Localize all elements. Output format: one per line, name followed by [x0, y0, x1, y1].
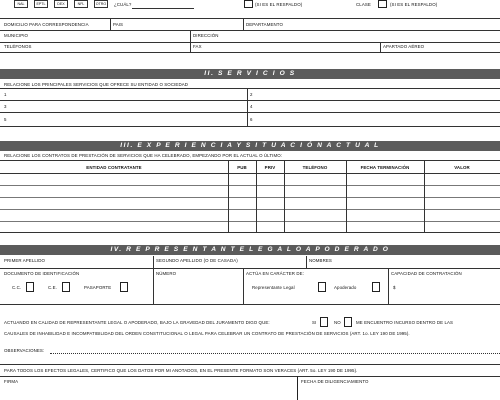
col-divider — [424, 160, 425, 232]
col-divider — [306, 256, 307, 268]
col-divider — [153, 268, 154, 304]
row-divider — [0, 173, 500, 174]
row-divider — [0, 364, 500, 365]
pais-label: PAIS — [113, 22, 124, 27]
primer-apellido-label: PRIMER APELLIDO — [4, 258, 46, 263]
observaciones-label: OBSERVACIONES: — [4, 348, 45, 353]
no-checkbox[interactable] — [344, 317, 352, 327]
direccion-label: DIRECCIÓN — [193, 33, 219, 38]
municipio-label: MUNICIPIO — [4, 33, 29, 38]
representante-header: IV. R E P R E S E N T A N T E L E G A L O A P O D E R A D O — [0, 245, 500, 255]
fecha-field[interactable] — [298, 376, 500, 400]
contracts-table — [0, 160, 500, 232]
col-header-priv: PRIV — [264, 165, 276, 170]
row-divider — [0, 232, 500, 233]
si-checkbox[interactable] — [320, 317, 328, 327]
top-strip — [0, 0, 500, 19]
col-divider — [256, 160, 257, 232]
row-divider — [0, 126, 500, 127]
servicio-item-6: 6 — [250, 117, 253, 122]
cual-line[interactable] — [132, 8, 194, 9]
rep-legal-checkbox[interactable] — [318, 282, 326, 292]
row-divider — [0, 52, 500, 53]
table-row[interactable] — [0, 185, 500, 186]
departamento-label: DEPARTAMENTO — [246, 22, 283, 27]
row-divider — [0, 88, 500, 89]
servicio-item-5: 5 — [4, 117, 7, 122]
col-divider — [380, 42, 381, 52]
row-divider — [0, 304, 500, 305]
clase-label: CLASE — [356, 2, 371, 7]
experiencia-header: III. E X P E R I E N C I A Y S I T U A C I Ó N A C T U A L — [0, 141, 500, 151]
col-header-fecha: FECHA TERMINACIÓN — [360, 165, 410, 170]
col-divider — [153, 256, 154, 268]
rep-legal-label: Representante Legal — [252, 285, 295, 290]
doc-ident-label: DOCUMENTO DE IDENTIFICACIÓN — [4, 271, 80, 276]
servicio-item-1: 1 — [4, 92, 7, 97]
servicios-instruction: RELACIONE LOS PRINCIPALES SERVICIOS QUE OFRECE SU ENTIDAD O SOCIEDAD — [4, 82, 189, 87]
table-row[interactable] — [0, 221, 500, 222]
servicio-item-4: 4 — [250, 104, 253, 109]
apoderado-checkbox[interactable] — [372, 282, 380, 292]
capacidad-dollar: $ — [393, 285, 396, 290]
row-divider — [0, 42, 500, 43]
pasaporte-label: PASAPORTE — [84, 285, 112, 290]
row-divider — [0, 100, 500, 101]
declaracion-line1: ACTUANDO EN CALIDAD DE REPRESENTANTE LEGAL O APODERADO, BAJO LA GRAVEDAD DEL JURAMENTO DIGO QUE: — [4, 320, 270, 325]
actua-label: ACTÚA EN CARÁCTER DE: — [246, 271, 304, 276]
type-box-nfl[interactable]: NFL — [74, 0, 88, 8]
cual-label: ¿CUÁL? — [114, 2, 132, 7]
declaracion-line1-end: ME ENCUENTRO INCURSO DENTRO DE LAS — [356, 320, 454, 325]
cc-label: C.C. — [12, 285, 22, 290]
nombres-label: NOMBRES — [309, 258, 332, 263]
resp-label-2: (SI ES EL RESPALDO) — [390, 2, 438, 7]
si-label: SI — [312, 320, 317, 325]
col-header-pub: PUB — [237, 165, 247, 170]
col-divider — [243, 19, 244, 30]
col-divider — [243, 268, 244, 304]
capacidad-label: CAPACIDAD DE CONTRATACIÓN — [391, 271, 462, 276]
resp-label-1: (SI ES EL RESPALDO) — [255, 2, 303, 7]
col-divider — [247, 88, 248, 126]
table-row[interactable] — [0, 197, 500, 198]
domicilio-label: DOMICILIO PARA CORRESPONDENCIA — [4, 22, 89, 27]
apartado-label: APARTADO AÉREO — [383, 44, 425, 49]
col-divider — [284, 160, 285, 232]
table-row[interactable] — [0, 209, 500, 210]
checkbox-top-2[interactable] — [378, 0, 387, 8]
fecha-label: FECHA DE DILIGENCIAMIENTO — [301, 379, 369, 384]
col-divider — [190, 30, 191, 52]
pasaporte-checkbox[interactable] — [120, 282, 128, 292]
fax-label: FAX — [193, 44, 202, 49]
type-box-otro[interactable]: OTRO — [95, 2, 107, 6]
numero-label: NÚMERO — [156, 271, 177, 276]
col-divider — [110, 19, 111, 30]
firma-label: FIRMA — [4, 379, 19, 384]
row-divider — [0, 112, 500, 113]
ce-checkbox[interactable] — [62, 282, 70, 292]
row-divider — [0, 268, 500, 269]
observaciones-line[interactable] — [50, 353, 500, 354]
apoderado-label: Apoderado — [334, 285, 357, 290]
servicio-item-3: 3 — [4, 104, 7, 109]
col-divider — [228, 160, 229, 232]
row-divider — [0, 30, 500, 31]
cc-checkbox[interactable] — [26, 282, 34, 292]
col-divider — [346, 160, 347, 232]
col-header-valor: VALOR — [454, 165, 470, 170]
type-box-dex[interactable]: DEX — [54, 0, 68, 8]
experiencia-instruction: RELACIONE LOS CONTRATOS DE PRESTACIÓN DE SERVICIOS QUE HA CELEBRADO, EMPEZANDO POR EL ACTUAL O ÚLTIMO: — [4, 153, 283, 158]
no-label: NO — [334, 320, 341, 325]
type-box-nal[interactable]: NAL — [14, 0, 28, 8]
telefonos-label: TELÉFONOS — [4, 44, 32, 49]
segundo-apellido-label: SEGUNDO APELLIDO (O DE CASADA) — [156, 258, 238, 263]
type-box-eptl[interactable]: EPTL — [34, 0, 48, 8]
firma-field[interactable] — [0, 376, 298, 400]
col-divider — [388, 268, 389, 304]
checkbox-top-1[interactable] — [244, 0, 253, 8]
certifico-text: PARA TODOS LOS EFECTOS LEGALES, CERTIFICO QUE LOS DATOS POR MI ANOTADOS, EN EL PRESENTE FORMATO SON VERACES (ART. 5o. LEY 190 DE 1995). — [4, 368, 358, 373]
declaracion-line2: CAUSALES DE INHABILIDAD E INCOMPATIBILIDAD DEL ORDEN CONSTITUCIONAL O LEGAL PARA CELEBRAR UN CONTRATO DE PRESTACIÓN DE SERVICIOS (ART. 1o. LEY 190 DE 1995). — [4, 331, 410, 336]
col-header-telefono: TELÉFONO — [302, 165, 328, 170]
ce-label: C.E. — [48, 285, 57, 290]
servicio-item-2: 2 — [250, 92, 253, 97]
servicios-header: II. S E R V I C I O S — [0, 69, 500, 79]
col-header-entidad: ENTIDAD CONTRATANTE — [86, 165, 142, 170]
